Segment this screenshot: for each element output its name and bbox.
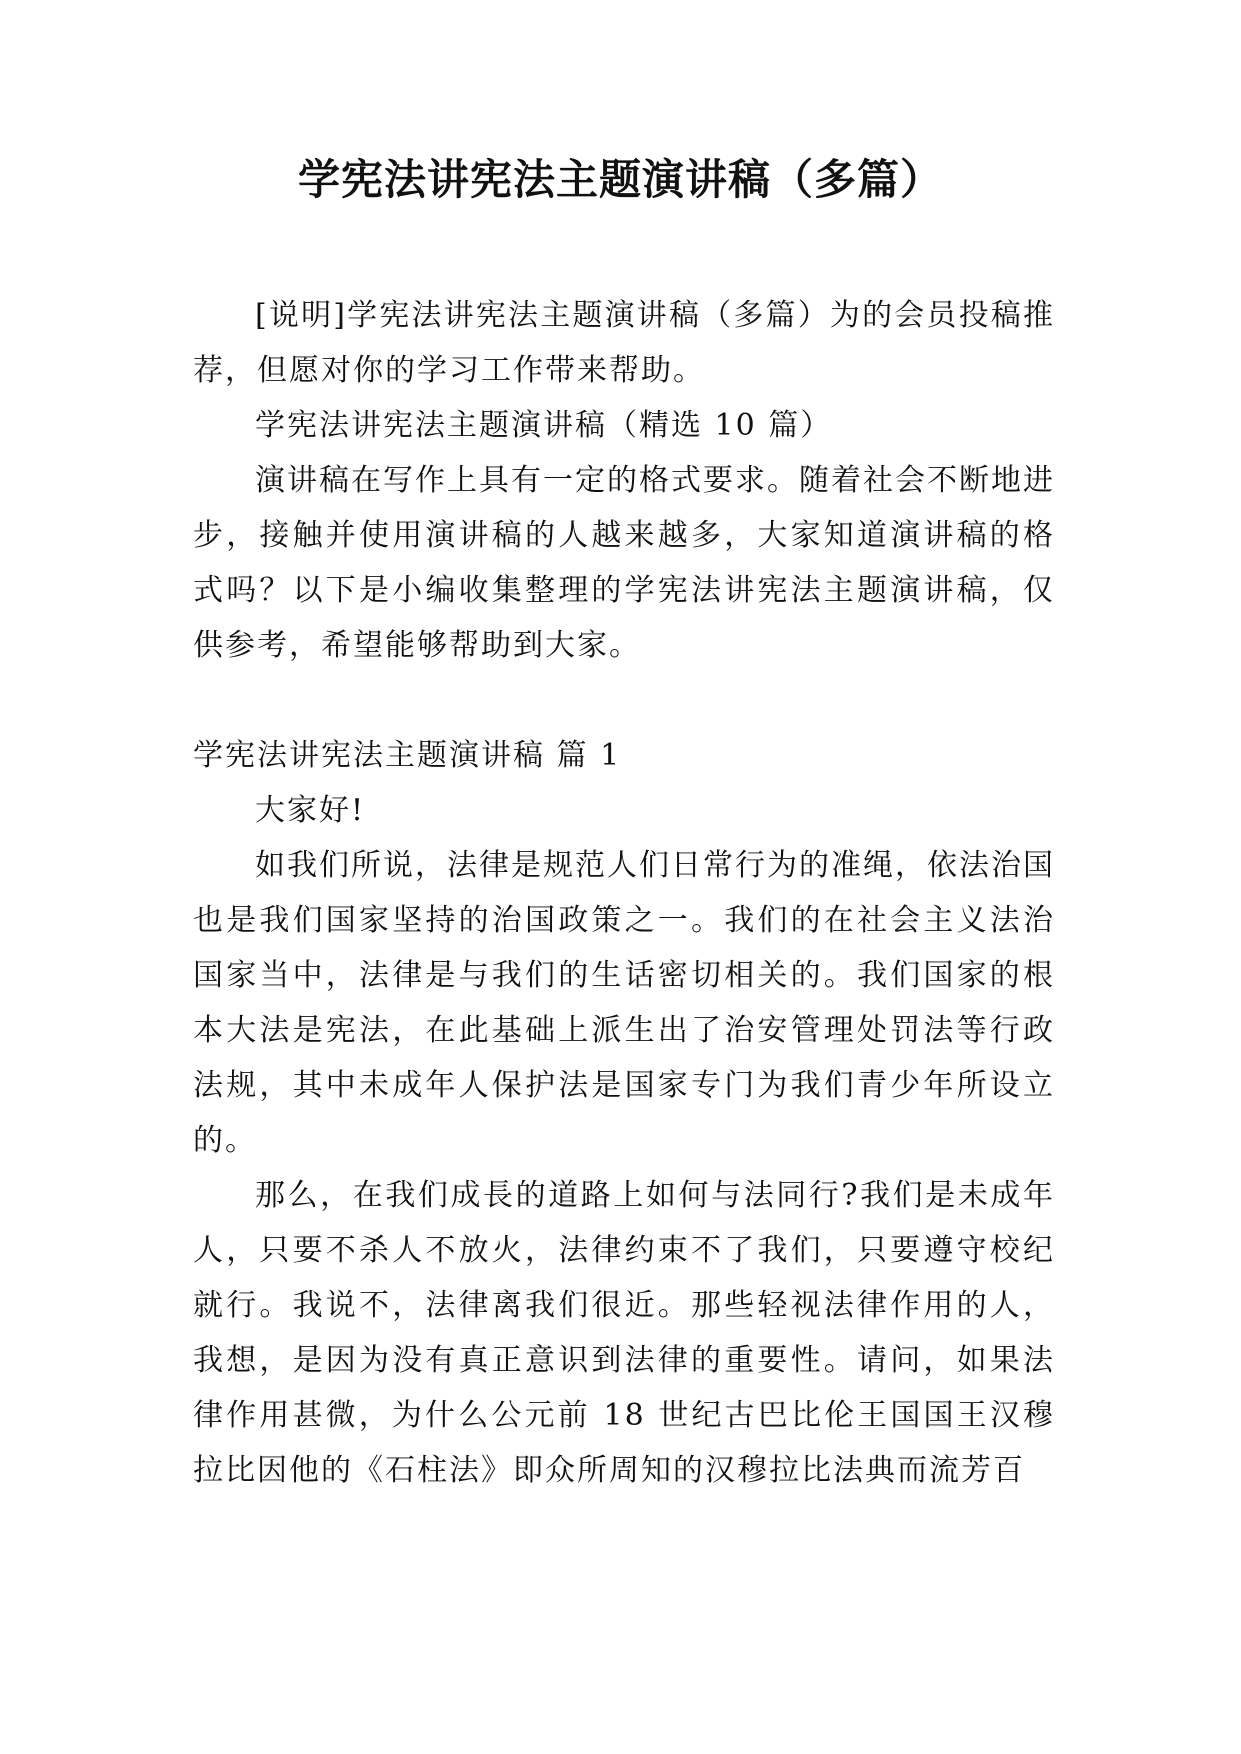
document-title: 学宪法讲宪法主题演讲稿（多篇） xyxy=(297,155,943,204)
intro-note: [说明]学宪法讲宪法主题演讲稿（多篇）为的会员投稿推荐，但愿对你的学习工作带来帮助。 xyxy=(193,298,1055,388)
body-paragraph-2: 那么，在我们成長的道路上如何与法同行?我们是未成年人，只要不杀人不放火，法律约束不了我们，只要遵守校纪就行。我说不，法律离我们很近。那些轻视法律作用的人，我想，是因为没有真正意识到法律的重要性。请问，如果法律作用甚微，为什么公元前 18 世纪古巴比伦王国国王汉穆拉比因他的《石柱法》即众所周知的汉穆拉比法典而流芳百 xyxy=(193,1178,1055,1488)
greeting: 大家好! xyxy=(255,793,366,828)
section-spacer xyxy=(193,673,1055,728)
document-body xyxy=(193,288,1055,1498)
body-paragraph-1: 如我们所说，法律是规范人们日常行为的准绳，依法治国也是我们国家坚持的治国政策之一。我们的在社会主义法治国家当中，法律是与我们的生话密切相关的。我们国家的根本大法是宪法，在此基础上派生出了治安管理处罚法等行政法规，其中未成年人保护法是国家专门为我们青少年所设立的。 xyxy=(193,848,1055,1158)
intro-paragraph: 演讲稿在写作上具有一定的格式要求。随着社会不断地进步，接触并使用演讲稿的人越来越多，大家知道演讲稿的格式吗？以下是小编收集整理的学宪法讲宪法主题演讲稿，仅供参考，希望能够帮助到大家。 xyxy=(193,463,1055,663)
document-subtitle: 学宪法讲宪法主题演讲稿（精选 10 篇） xyxy=(255,408,833,443)
section-heading: 学宪法讲宪法主题演讲稿 篇 1 xyxy=(193,738,622,773)
